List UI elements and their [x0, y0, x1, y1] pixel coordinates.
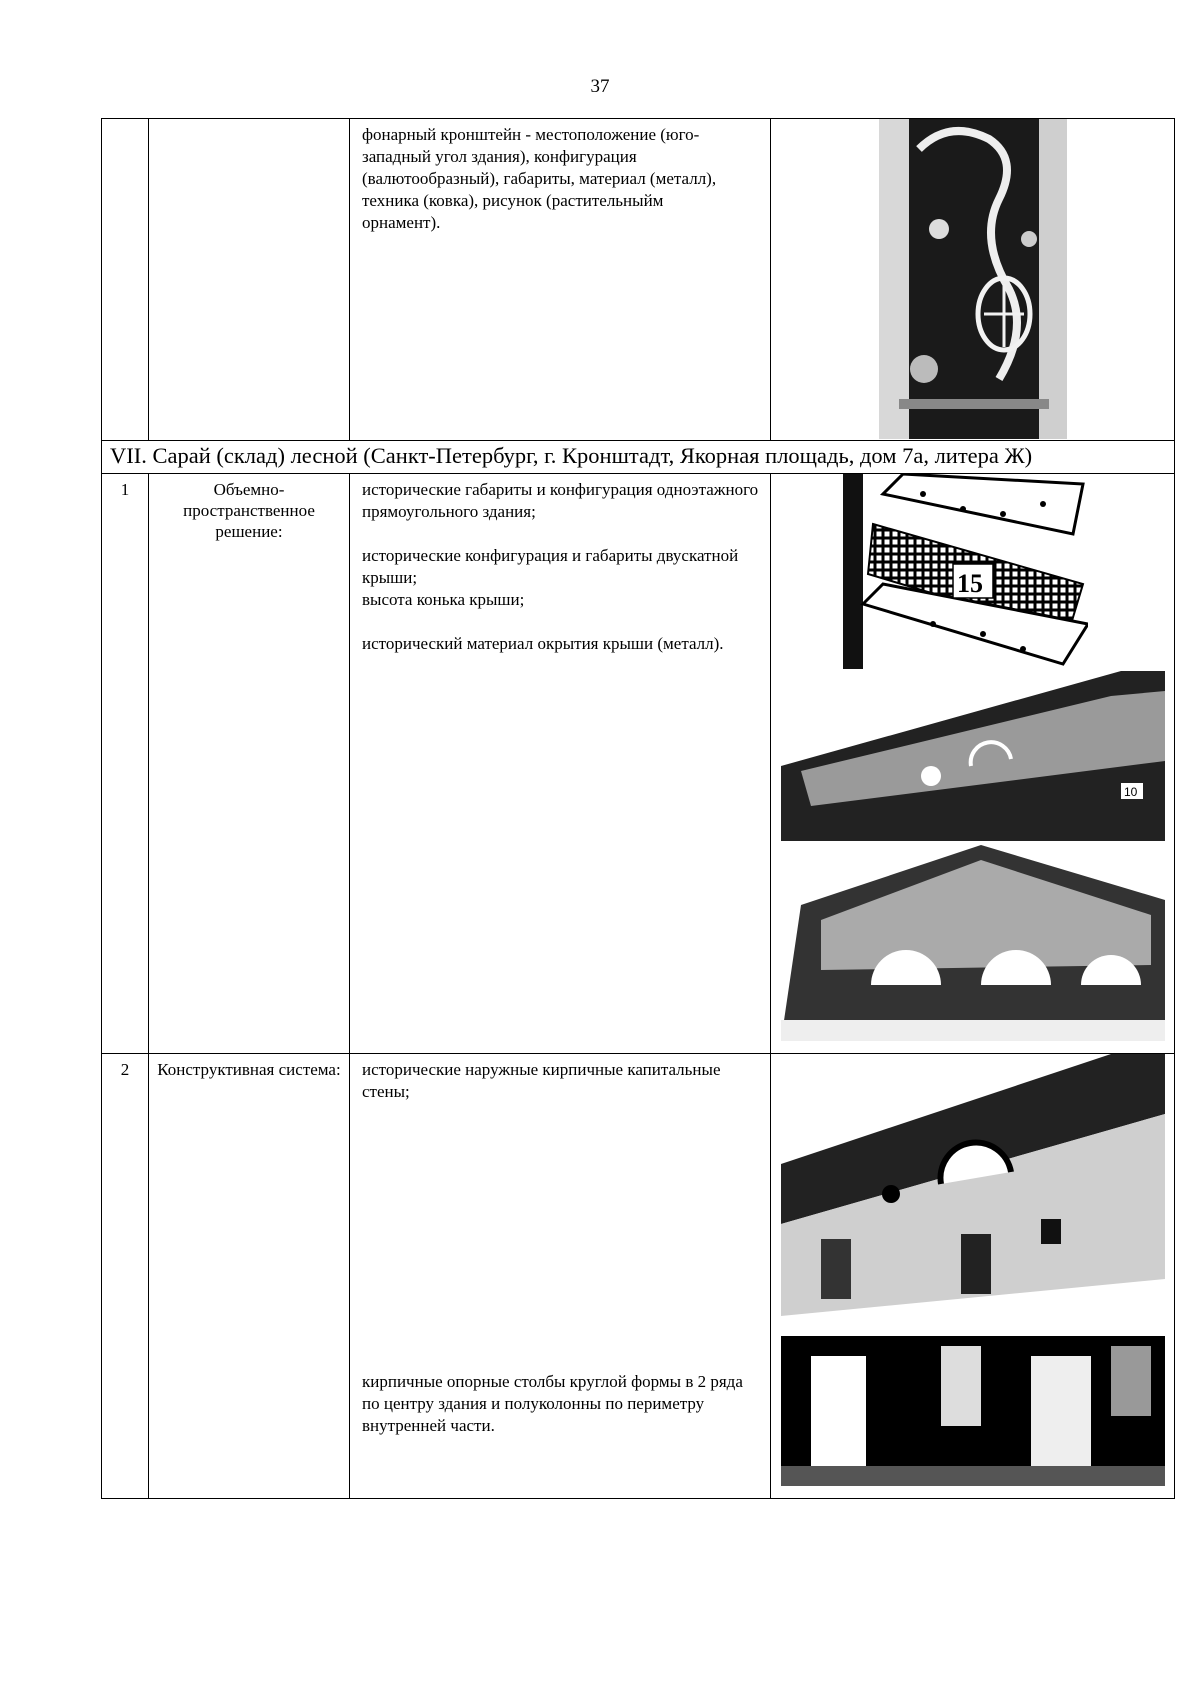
list-item: исторический материал окрытия крыши (металл).: [362, 634, 724, 653]
cell-description: [350, 1054, 771, 1499]
cell-description: [350, 119, 771, 441]
cell-photo: [771, 474, 1175, 1054]
list-item: исторические наружные кирпичные капитальные стены;: [362, 1060, 721, 1101]
table-row: [102, 1054, 1175, 1499]
interior-columns-photo: [781, 1336, 1165, 1486]
site-plan-map: [843, 474, 1088, 669]
section-title: VII. Сарай (склад) лесной (Санкт-Петербург, г. Кронштадт, Якорная площадь, дом 7а, литера Ж): [102, 441, 1175, 474]
row-name: Объемно-пространственное решение:: [149, 474, 350, 1054]
list-item: исторические конфигурация и габариты двускатной крыши; высота конька крыши;: [362, 546, 739, 609]
list-item: кирпичные опорные столбы круглой формы в 2 ряда по центру здания и полуколонны по периметру внутренней части.: [362, 1372, 743, 1435]
cell-num-empty: [102, 119, 149, 441]
map-building-label: 15: [957, 569, 983, 598]
list-item: исторические габариты и конфигурация одноэтажного прямоугольного здания;: [362, 480, 759, 521]
row-number: 2: [102, 1054, 149, 1499]
heritage-table: [101, 118, 1175, 1499]
cell-photo: [771, 1054, 1175, 1499]
lantern-description: фонарный кронштейн - местоположение (юго-западный угол здания), конфигурация (валютообразный), габариты, материал (металл), техника (ковка), рисунок (растительныйм орнамент).: [362, 125, 717, 232]
building-number-sign: 10: [1124, 785, 1138, 799]
page-number: 37: [590, 76, 610, 97]
section-header-row: [102, 441, 1175, 474]
lantern-bracket-photo: [879, 119, 1067, 439]
cell-description: [350, 474, 771, 1054]
row-name: Конструктивная система:: [149, 1054, 350, 1499]
table-row-continuation: [102, 119, 1175, 441]
wall-photo: [781, 1054, 1165, 1316]
facade-photo-1: [781, 671, 1165, 841]
row-number: 1: [102, 474, 149, 1054]
cell-name-empty: [149, 119, 350, 441]
table-row: [102, 474, 1175, 1054]
facade-photo-2: [781, 845, 1165, 1041]
cell-photo: [771, 119, 1175, 441]
